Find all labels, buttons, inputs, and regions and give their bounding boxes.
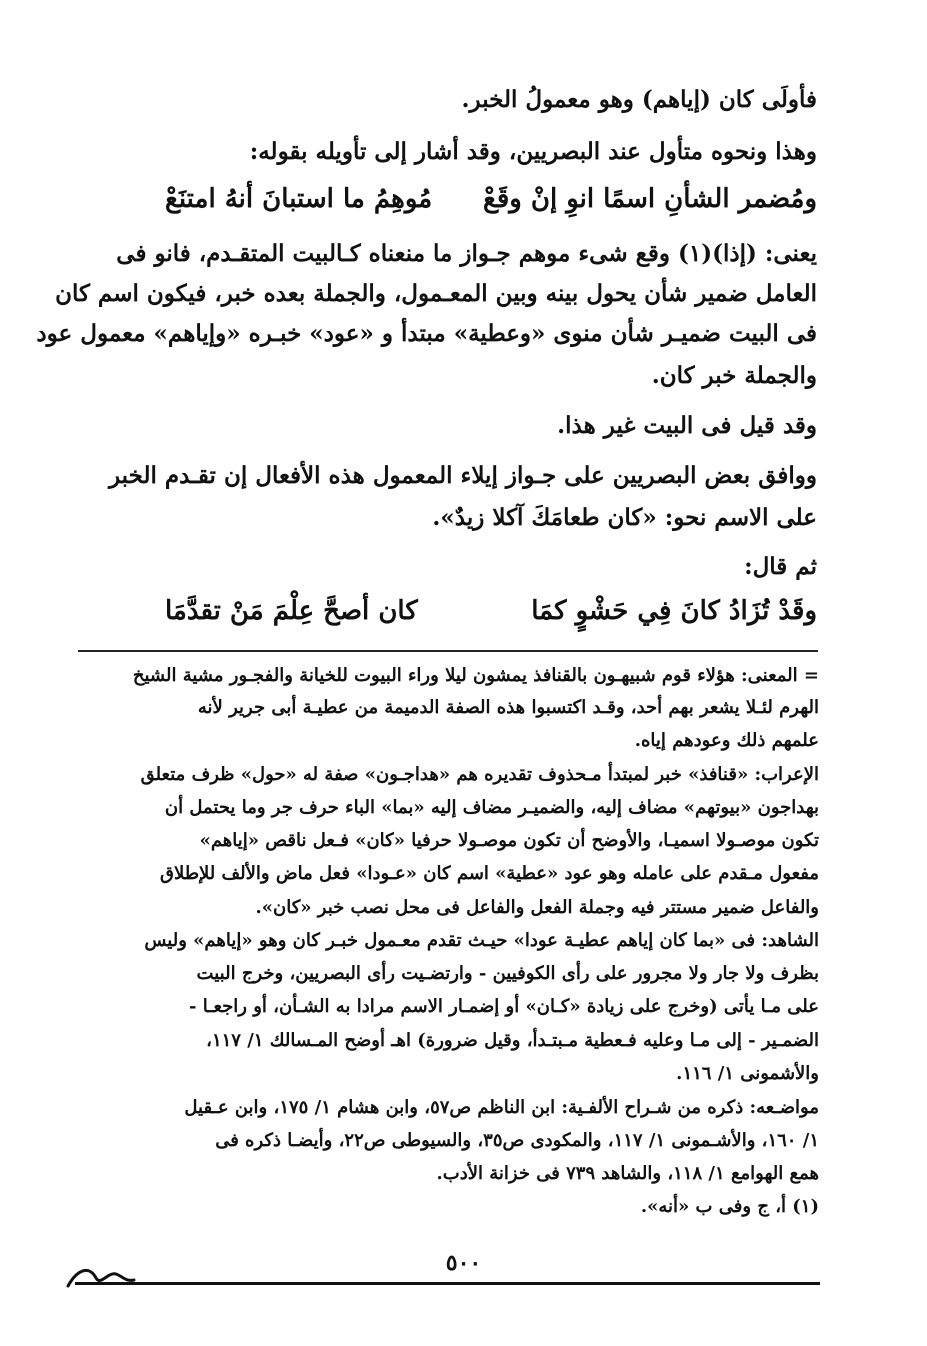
footnote-line-4: الإعراب: «قنافذ» خبر لمبتدأ مـحذوف تقديره هم «هداجـون» صفة له «حول» ظرف متعلق (140, 764, 819, 785)
footnote-line-7: مفعول مـقدم على عامله وهو عود «عطية» اسم كان «عـودا» فعل ماض والألف للإطلاق (160, 863, 819, 884)
body-line-4: العامل ضمير شأن يحول بينه وبين المعـمول، والجملة بعده خبر، فيكون اسم كان (55, 280, 817, 307)
verse-2-second-hemistich: كان أصحَّ عِلْمَ مَنْ تقدَّمَا (165, 596, 418, 626)
bottom-rule (75, 1282, 820, 1285)
footnote-line-17: (١) أ، ج وفى ب «أنه». (640, 1196, 819, 1217)
footnote-line-6: تكون موصـولا اسميـا، والأوضح أن تكون موصـولا حرفيا «كان» فـعل ناقص «إياهم» (199, 830, 819, 851)
footnote-line-3: علمهم ذلك وعودهم إياه. (634, 730, 819, 751)
footnote-line-16: همع الهوامع ١/ ١١٨، والشاهد ٧٣٩ فى خزانة الأدب. (436, 1163, 819, 1184)
footnote-line-12: الضمـير - إلى مـا وعليه فـعطية مـبتـدأ، وقيل ضرورة) اهـ أوضح المـسالك ١/ ١١٧، (206, 1030, 819, 1051)
body-line-1: فأولَى كان (إياهم) وهو معمولُ الخبر. (461, 86, 817, 113)
footnote-line-8: والفاعل ضمير مستتر فيه وجملة الفعل والفاعل فى محل نصب خبر «كان». (255, 897, 819, 918)
footnote-line-14: مواضـعه: ذكره من شـراح الألفـية: ابن الناظم ص٥٧، وابن هشام ١/ ١٧٥، وابن عـقيل (184, 1097, 819, 1118)
footnote-line-9: الشاهد: فى «بما كان إياهم عطيـة عودا» حيـث تقدم معـمول خبـر كان وهو «إياهم» وليس (144, 930, 819, 951)
body-line-7: وقد قيل فى البيت غير هذا. (557, 412, 817, 439)
footnote-line-15: ١/ ١٦٠، والأشـمونى ١/ ١١٧، والمكودى ص٣٥، والسيوطى ص٢٢، وأيضـا ذكره فى (215, 1130, 819, 1151)
body-line-6: والجملة خبر كان. (651, 362, 817, 389)
footnote-line-10: بظرف ولا جار ولا مجرور على رأى الكوفيين - وارتضـيت رأى البصريين، وخرج البيت (196, 963, 819, 984)
footnote-line-2: الهرم لئـلا يشعر بهم أحد، وقـد اكتسبوا هذه الصفة الدميمة من عطيـة أبى جرير لأنه (197, 697, 819, 718)
handwritten-mark (60, 1262, 140, 1292)
page-number: ٥٠٠ (445, 1250, 482, 1276)
verse-1-second-hemistich: مُوهِمُ ما استبانَ أنهُ امتنَعْ (165, 184, 433, 214)
footnote-line-13: والأشمونى ١/ ١١٦. (676, 1063, 819, 1084)
verse-2-first-hemistich: وقَدْ تُزَادُ كانَ فِي حَشْوٍ كمَا (531, 596, 817, 626)
body-line-2: وهذا ونحوه متأول عند البصريين، وقد أشار إلى تأويله بقوله: (249, 138, 817, 165)
verse-1-first-hemistich: ومُضمر الشأنِ اسمًا انوِ إنْ وقَعْ (482, 184, 817, 214)
footnote-separator (78, 650, 818, 652)
footnote-line-11: على مـا يأتى (وخرج على زيادة «كـان» أو إضمـار الاسم مرادا به الشـأن، أو راجعـا - (188, 996, 819, 1017)
body-line-5: فى البيت ضميـر شأن منوى «وعطية» مبتدأ و «عود» خبـره «وإياهم» معمول عود (36, 320, 817, 347)
body-line-8: ووافق بعض البصريين على جـواز إيلاء المعمول هذه الأفعال إن تقـدم الخبر (108, 462, 817, 489)
body-line-3: يعنى: (إذا)(١) وقع شىء موهم جـواز ما منعناه كـالبيت المتقـدم، فانو فى (116, 240, 817, 267)
footnote-line-5: بهداجون «بيوتهم» مضاف إليه، والضميـر مضاف إليه «بما» الباء حرف جر وما يحتمل أن (164, 797, 819, 818)
footnote-line-1: = المعنى: هؤلاء قوم شبيهـون بالقنافذ يمشون ليلا وراء البيوت للخيانة والفجـور مشية الشيخ (132, 665, 819, 686)
body-line-9: على الاسم نحو: «كان طعامَكَ آكلا زيدٌ». (432, 504, 817, 531)
body-line-10: ثم قال: (744, 553, 817, 580)
